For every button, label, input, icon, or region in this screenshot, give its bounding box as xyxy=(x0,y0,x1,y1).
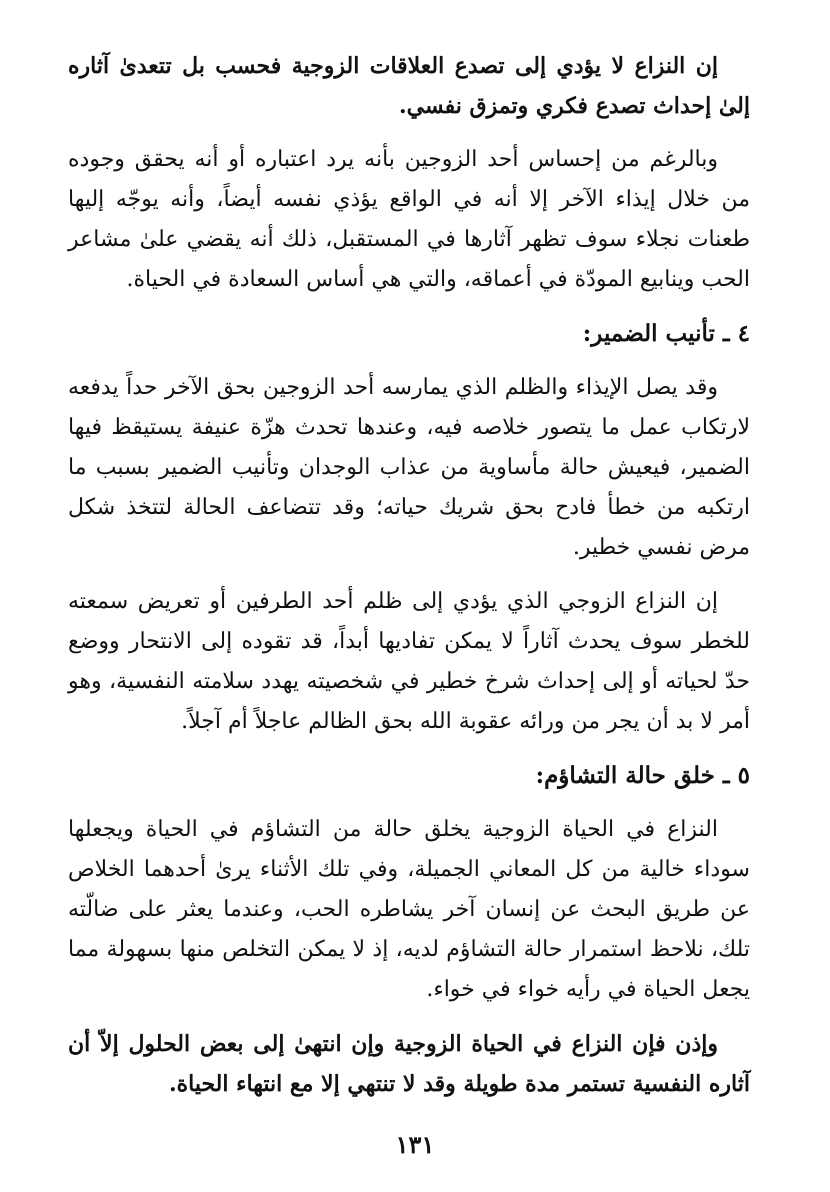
paragraph-pessimism: النزاع في الحياة الزوجية يخلق حالة من التشاؤم في الحياة ويجعلها سوداء خالية من كل المعاني الجميلة، وفي تلك الأثناء يرىٰ أحدهما الخلاص عن طريق البحث عن إنسان آخر يشاطره الحب، وعندما يعثر على ضالّته تلك، نلاحظ استمرار حالة التشاؤم لديه، إذ لا يمكن التخلص منها بسهولة مما يجعل الحياة في رأيه خواء في خواء. xyxy=(68,817,750,1002)
page-number: ١٣١ xyxy=(395,1130,435,1159)
heading-pessimism: ٥ ـ خلق حالة التشاؤم: xyxy=(535,762,750,789)
paragraph-conscience: وقد يصل الإيذاء والظلم الذي يمارسه أحد الزوجين بحق الآخر حداً يدفعه لارتكاب عمل ما يتصور خلاصه فيه، وعندها تحدث هزّة عنيفة يستيقظ فيها الضمير، فيعيش حالة مأساوية من عذاب الوجدان وتأنيب الضمير بسبب ما ارتكبه من خطأ فادح بحق شريك حياته؛ وقد تتضاعف الحالة لتتخذ شكل مرض نفسي خطير. xyxy=(68,375,750,560)
paragraph-conflict-effects: إن النزاع لا يؤدي إلى تصدع العلاقات الزوجية فحسب بل تتعدىٰ آثاره إلىٰ إحداث تصدع فكري وتمزق نفسي. xyxy=(68,53,750,119)
paragraph-self-harm: وبالرغم من إحساس أحد الزوجين بأنه يرد اعتباره أو أنه يحقق وجوده من خلال إيذاء الآخر إلا أنه في الواقع يؤذي نفسه أيضاً، وأنه يوجّه إليها طعنات نجلاء سوف تظهر آثارها في المستقبل، ذلك أنه يقضي علىٰ مشاعر الحب وينابيع المودّة في أعماقه، والتي هي أساس السعادة في الحياة. xyxy=(68,147,750,292)
heading-guilty-conscience: ٤ ـ تأنيب الضمير: xyxy=(582,320,750,347)
paragraph-injustice: إن النزاع الزوجي الذي يؤدي إلى ظلم أحد الطرفين أو تعريض سمعته للخطر سوف يحدث آثاراً لا يمكن تفاديها أبداً، قد تقوده إلى الانتحار ووضع حدّ لحياته أو إلى إحداث شرخ خطير في شخصيته يهدد سلامته النفسية، وهو أمر لا بد أن يجر من ورائه عقوبة الله بحق الظالم عاجلاً أم آجلاً. xyxy=(68,589,750,734)
paragraph-conclusion: وإذن فإن النزاع في الحياة الزوجية وإن انتهىٰ إلى بعض الحلول إلاّ أن آثاره النفسية تستمر مدة طويلة وقد لا تنتهي إلا مع انتهاء الحياة. xyxy=(68,1031,750,1097)
